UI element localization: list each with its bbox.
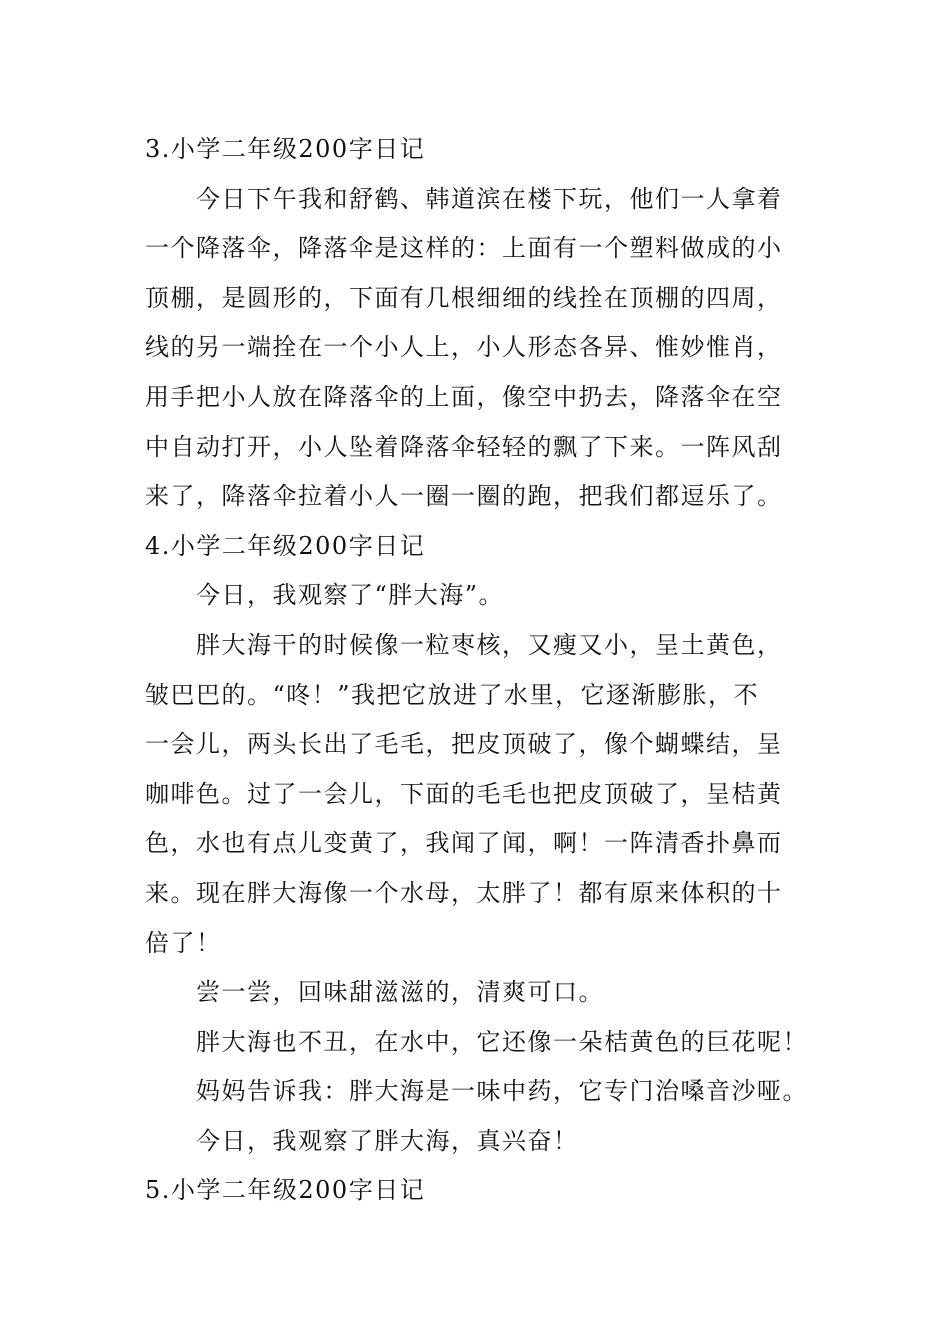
paragraph-line: 咖啡色。过了一会儿，下面的毛毛也把皮顶破了，呈桔黄: [145, 779, 783, 808]
paragraph-line: 中自动打开，小人坠着降落伞轻轻的飘了下来。一阵风刮: [145, 432, 783, 461]
paragraph-line: 顶棚，是圆形的，下面有几根细细的线拴在顶棚的四周，: [145, 283, 783, 312]
paragraph-line: 色，水也有点儿变黄了，我闻了闻，啊！一阵清香扑鼻而: [145, 829, 783, 858]
paragraph-line: 妈妈告诉我：胖大海是一味中药，它专门治嗓音沙哑。: [196, 1077, 808, 1106]
paragraph-line: 尝一尝，回味甜滋滋的，清爽可口。: [196, 978, 604, 1007]
paragraph-line: 来。现在胖大海像一个水母，太胖了！都有原来体积的十: [145, 878, 783, 907]
paragraph-line: 今日，我观察了胖大海，真兴奋！: [196, 1126, 579, 1155]
paragraph-line: 线的另一端拴在一个小人上，小人形态各异、惟妙惟肖，: [145, 333, 783, 362]
paragraph-line: 今日下午我和舒鹤、韩道滨在楼下玩，他们一人拿着: [196, 184, 783, 213]
paragraph-line: 胖大海干的时候像一粒枣核，又瘦又小，呈土黄色，: [196, 630, 783, 659]
paragraph-line: 倍了！: [145, 928, 222, 957]
paragraph-line: 胖大海也不丑，在水中，它还像一朵桔黄色的巨花呢！: [196, 1027, 808, 1056]
paragraph-line: 今日，我观察了“胖大海”。: [196, 581, 505, 610]
paragraph-line: 用手把小人放在降落伞的上面，像空中扔去，降落伞在空: [145, 382, 783, 411]
section-heading-5: 5.小学二年级200字日记: [145, 1176, 426, 1205]
document-body: [145, 125, 815, 1216]
paragraph-line: 一会儿，两头长出了毛毛，把皮顶破了，像个蝴蝶结，呈: [145, 730, 783, 759]
paragraph-line: 来了，降落伞拉着小人一圈一圈的跑，把我们都逗乐了。: [145, 482, 783, 511]
paragraph-line: 皱巴巴的。“咚！”我把它放进了水里，它逐渐膨胀，不: [145, 680, 760, 709]
section-heading-3: 3.小学二年级200字日记: [145, 135, 426, 163]
section-heading-4: 4.小学二年级200字日记: [145, 531, 426, 560]
paragraph-line: 一个降落伞，降落伞是这样的：上面有一个塑料做成的小: [145, 234, 783, 263]
